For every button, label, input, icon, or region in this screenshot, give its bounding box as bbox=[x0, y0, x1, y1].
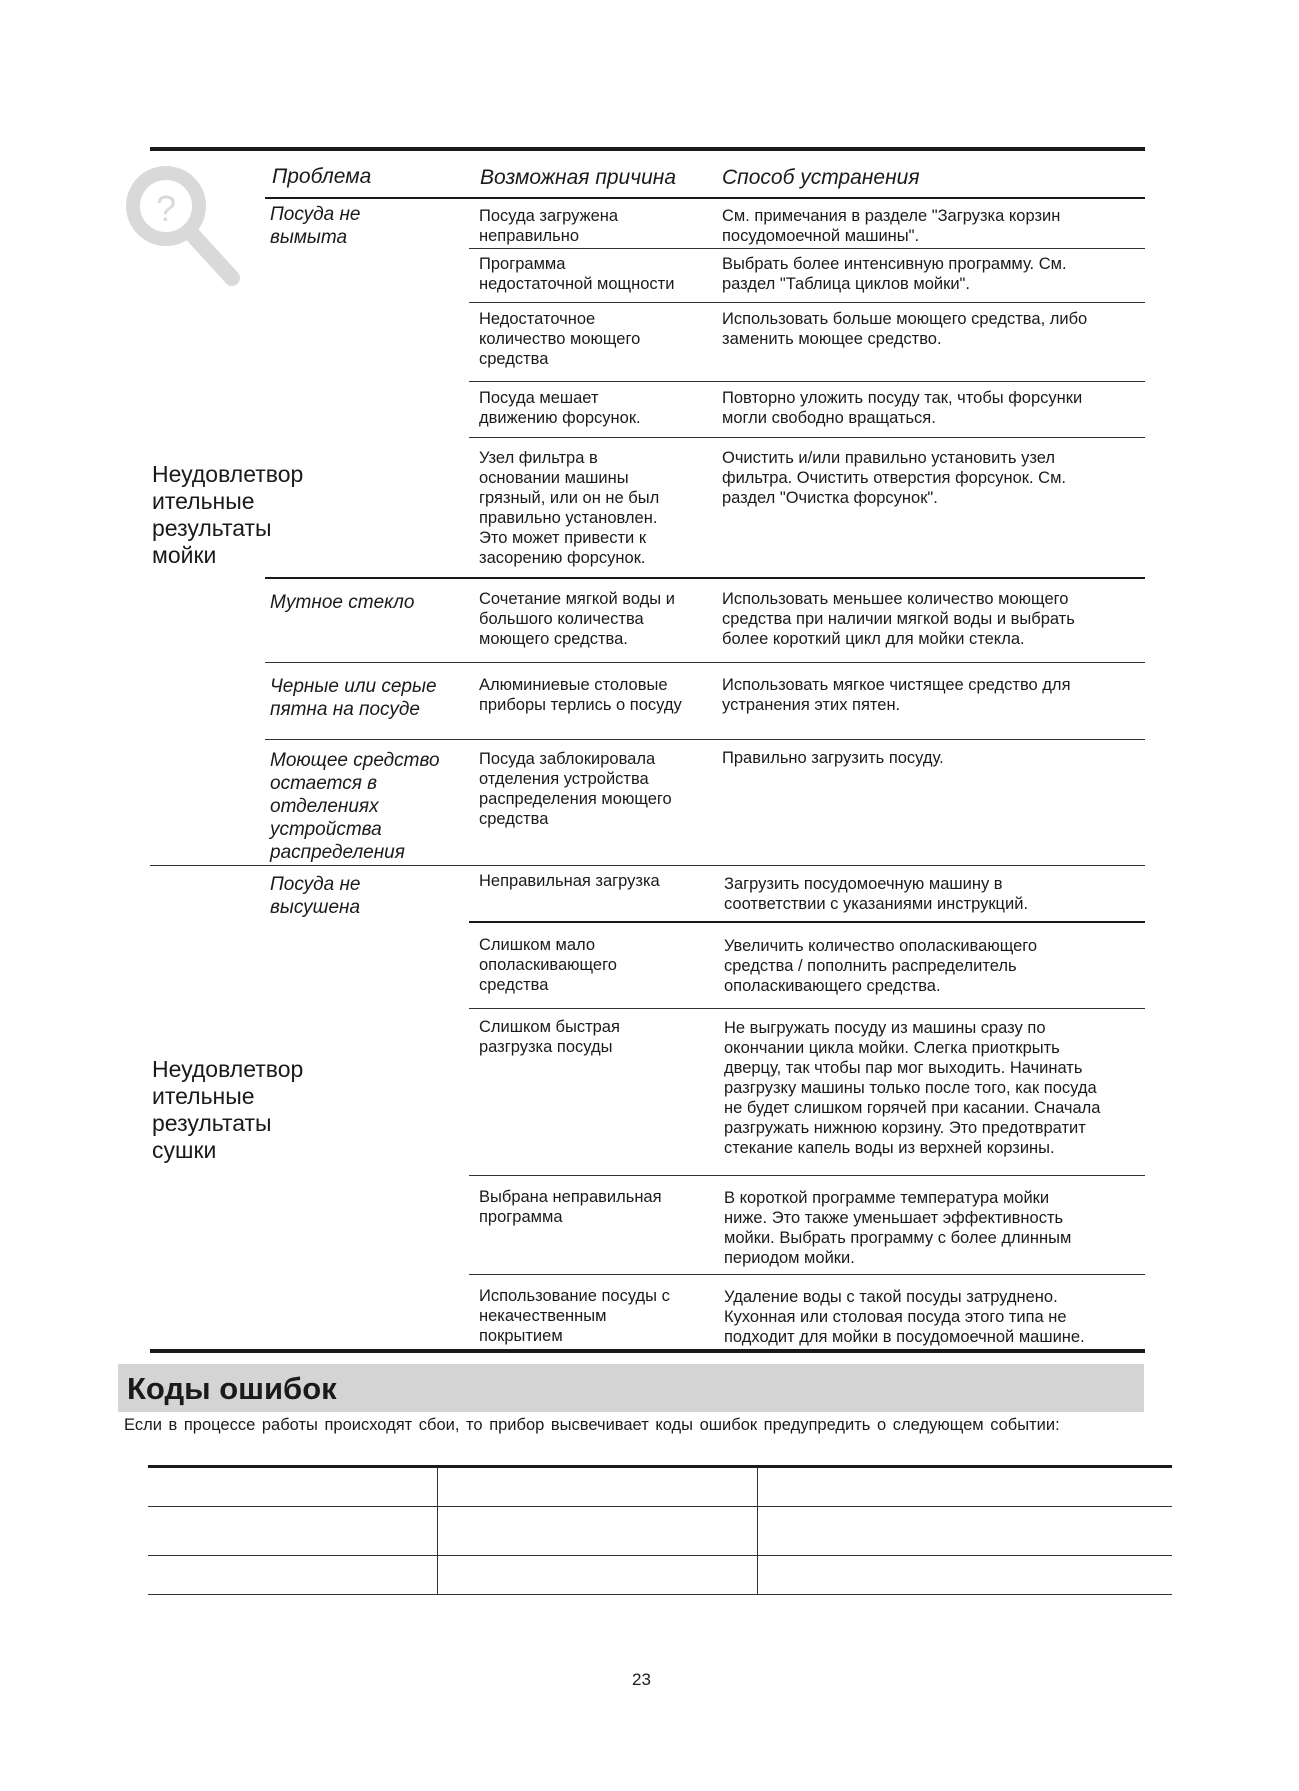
row-divider bbox=[469, 437, 1145, 438]
header-remedy: Способ устранения bbox=[722, 166, 920, 189]
section-title: Коды ошибок bbox=[127, 1371, 337, 1406]
cause-cell: Слишком быстрая разгрузка посуды bbox=[479, 1018, 620, 1056]
problem-cloudy-glass: Мутное стекло bbox=[270, 592, 415, 613]
error-table-top-rule bbox=[148, 1465, 1172, 1468]
row-divider bbox=[469, 1274, 1145, 1275]
remedy-cell: Повторно уложить посуду так, чтобы форсунки могли свободно вращаться. bbox=[722, 389, 1083, 427]
cause-cell: Посуда загружена неправильно bbox=[479, 207, 619, 245]
remedy-cell: Загрузить посудомоечную машину в соответствии с указаниями инструкций. bbox=[724, 875, 1029, 913]
cause-cell: Неправильная загрузка bbox=[479, 872, 660, 890]
header-cause: Возможная причина bbox=[480, 166, 677, 189]
remedy-cell: Использовать больше моющего средства, либо заменить моющее средство. bbox=[722, 310, 1088, 348]
cause-cell: Алюминиевые столовые приборы терлись о посуду bbox=[479, 676, 682, 714]
remedy-cell: Увеличить количество ополаскивающего средства / пополнить распределитель ополаскивающего средства. bbox=[724, 937, 1038, 995]
remedy-cell: Выбрать более интенсивную программу. См. раздел "Таблица циклов мойки". bbox=[722, 255, 1067, 293]
row-divider bbox=[469, 921, 1145, 923]
cause-cell: Посуда заблокировала отделения устройства распределения моющего средства bbox=[479, 750, 672, 828]
table-bottom-rule bbox=[150, 1349, 1145, 1353]
cause-cell: Недостаточное количество моющего средства bbox=[479, 310, 641, 368]
row-divider bbox=[469, 1175, 1145, 1176]
cause-cell: Выбрана неправильная программа bbox=[479, 1188, 662, 1226]
page-number: 23 bbox=[632, 1670, 651, 1689]
section-intro: Если в процессе работы происходят сбои, то прибор высвечивает коды ошибок предупредить о следующем событии: bbox=[124, 1416, 1060, 1434]
category-drying: Неудовлетвор ительные результаты сушки bbox=[152, 1056, 304, 1163]
error-table-bottom-rule bbox=[148, 1594, 1172, 1595]
magnifier-question-icon bbox=[124, 164, 244, 289]
cause-cell: Слишком мало ополаскивающего средства bbox=[479, 936, 617, 994]
remedy-cell: Удаление воды с такой посуды затруднено. Кухонная или столовая посуда этого типа не подходит для мойки в посудомоечной машине. bbox=[724, 1288, 1085, 1346]
row-divider bbox=[265, 662, 1145, 663]
row-divider bbox=[469, 1008, 1145, 1009]
cause-cell: Узел фильтра в основании машины грязный, или он не был правильно установлен. Это может привести к засорению форсунок. bbox=[479, 449, 660, 567]
cause-cell: Программа недостаточной мощности bbox=[479, 255, 675, 293]
row-divider bbox=[469, 248, 1145, 249]
problem-not-dried: Посуда не высушена bbox=[270, 874, 361, 918]
cause-cell: Сочетание мягкой воды и большого количества моющего средства. bbox=[479, 590, 675, 648]
remedy-cell: Использовать мягкое чистящее средство для устранения этих пятен. bbox=[722, 676, 1071, 714]
category-washing: Неудовлетвор ительные результаты мойки bbox=[152, 461, 304, 568]
remedy-cell: См. примечания в разделе "Загрузка корзин посудомоечной машины". bbox=[722, 207, 1061, 245]
problem-not-washed: Посуда не вымыта bbox=[270, 204, 361, 248]
cause-cell: Использование посуды с некачественным покрытием bbox=[479, 1287, 670, 1345]
table-top-rule bbox=[150, 147, 1145, 151]
remedy-cell: Правильно загрузить посуду. bbox=[722, 749, 944, 767]
section-divider bbox=[150, 865, 1145, 866]
remedy-cell: Не выгружать посуду из машины сразу по окончании цикла мойки. Слегка приоткрыть дверцу, так чтобы пар мог выходить. Начинать разгрузку машины только после того, как посуда не будет слишком горячей при касании. Сначала разгружать нижнюю корзину. Это предотвратит стекание капель воды из верхней корзины. bbox=[724, 1019, 1101, 1157]
remedy-cell: В короткой программе температура мойки ниже. Это также уменьшает эффективность мойки. Выбрать программу с более длинным периодом мойки. bbox=[724, 1189, 1072, 1267]
error-table-row-rule bbox=[148, 1506, 1172, 1507]
problem-detergent-remains: Моющее средство остается в отделениях устройства распределения bbox=[270, 750, 440, 863]
error-table-row-rule bbox=[148, 1555, 1172, 1556]
header-rule bbox=[265, 197, 1145, 199]
header-problem: Проблема bbox=[272, 165, 372, 188]
row-divider bbox=[265, 739, 1145, 740]
remedy-cell: Очистить и/или правильно установить узел фильтра. Очистить отверстия форсунок. См. раздел "Очистка форсунок". bbox=[722, 449, 1067, 507]
error-table-col-rule bbox=[757, 1467, 758, 1594]
error-table-col-rule bbox=[437, 1467, 438, 1594]
row-divider bbox=[265, 577, 1145, 579]
cause-cell: Посуда мешает движению форсунок. bbox=[479, 389, 641, 427]
row-divider bbox=[469, 302, 1145, 303]
svg-text:?: ? bbox=[155, 188, 177, 229]
row-divider bbox=[469, 381, 1145, 382]
remedy-cell: Использовать меньшее количество моющего средства при наличии мягкой воды и выбрать более короткий цикл для мойки стекла. bbox=[722, 590, 1075, 648]
problem-spots: Черные или серые пятна на посуде bbox=[270, 676, 437, 720]
